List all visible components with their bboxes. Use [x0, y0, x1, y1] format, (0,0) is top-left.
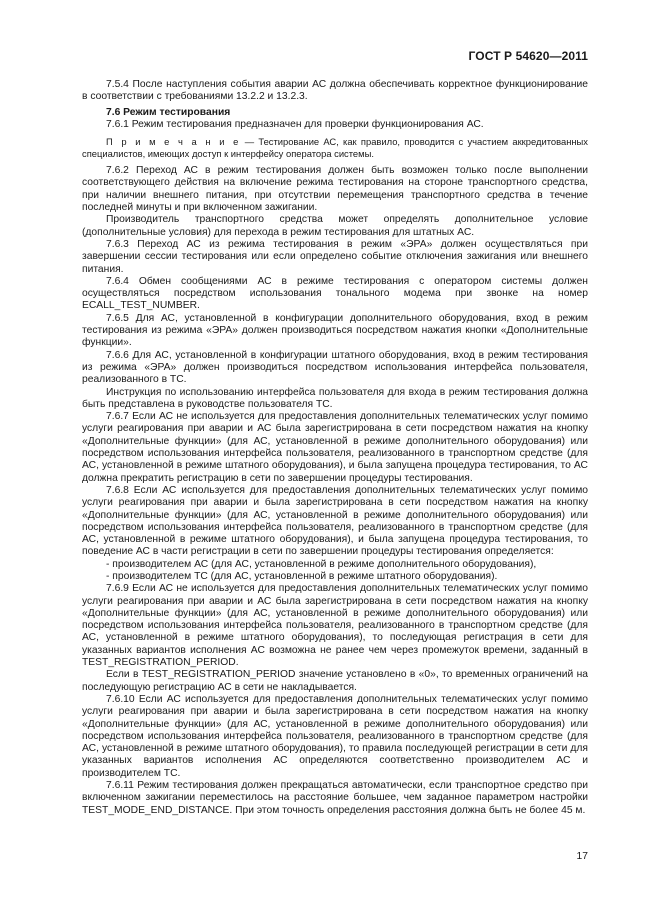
clause-7-6-9: 7.6.9 Если АС не используется для предоставления дополнительных телематических услуг помимо услуги реагирования при аварии и АС была зарегистрирована в сети посредством нажатия на кнопку «Дополнительные функции» (для АС, установленной в режиме дополнительного оборудования) или посредством использования интерфейса пользователя, реализованного в транспортном средстве (для АС, установленной в режиме штатного оборудования), то последующая регистрация в сети для указанных вариантов исполнения АС возможна не ранее чем через промежуток времени, заданный в TEST_REGISTRATION_PERIOD.: [82, 583, 588, 669]
note-text: — Тестирование АС, как правило, проводится с участием аккредитованных специалистов, имеющих доступ к интерфейсу оператора системы.: [82, 136, 588, 159]
clause-7-6-1: 7.6.1 Режим тестирования предназначен для проверки функционирования АС.: [106, 118, 484, 130]
document-body: [82, 79, 588, 817]
note: [82, 136, 588, 159]
clause-7-6-10: 7.6.10 Если АС используется для предоставления дополнительных телематических услуг помимо услуги реагирования при аварии и была зарегистрирована в сети посредством нажатия на кнопку «Дополнительные функции» (для АС, установленной в режиме дополнительного оборудования) или посредством использования интерфейса пользователя, реализованного в транспортном средстве (для АС, установленной в режиме штатного оборудования), то правила последующей регистрации в сети для указанных вариантов исполнения АС определяются соответственно производителем АС и производителем ТС.: [82, 693, 588, 779]
clause-7-6-8-item-b: - производителем ТС (для АС, установленной в режиме штатного оборудования).: [106, 570, 498, 582]
clause-7-6-7: 7.6.7 Если АС не используется для предоставления дополнительных телематических услуг помимо услуги реагирования при аварии и АС была зарегистрирована в сети посредством нажатия на кнопку «Дополнительные функции» (для АС, установленной в режиме дополнительного оборудования) или посредством использования интерфейса пользователя, реализованного в транспортном средстве (для АС, установленной в режиме штатного оборудования), и была запущена процедура тестирования, то АС должна прекратить регистрацию в сети по завершении процедуры тестирования.: [82, 411, 588, 484]
clause-7-5-4: 7.5.4 После наступления события аварии АС должна обеспечивать корректное функционирование в соответствии с требованиями 13.2.2 и 13.2.3.: [82, 79, 588, 103]
clause-7-6-6: 7.6.6 Для АС, установленной в конфигурации штатного оборудования, вход в режим тестирования из режима «ЭРА» должен производиться посредством использования интерфейса пользователя, реализованного в ТС.: [82, 349, 588, 386]
clause-7-6-2: 7.6.2 Переход АС в режим тестирования должен быть возможен только после выполнении соответствующего действия на включение режима тестирования на стороне транспортного средства, при наличии внешнего питания, при отсутствии перемещения транспортного средства в течение последней минуты и при включенном зажигании.: [82, 165, 588, 214]
page-number: 17: [576, 851, 588, 862]
clause-7-6-8-item-a: - производителем АС (для АС, установленной в режиме дополнительного оборудования),: [106, 558, 537, 570]
clause-7-6-4: 7.6.4 Обмен сообщениями АС в режиме тестирования с оператором системы должен осуществляться посредством использования тонального модема при звонке на номер ECALL_TEST_NUMBER.: [82, 275, 588, 312]
clause-7-6-6-continuation: Инструкция по использованию интерфейса пользователя для входа в режим тестирования должна быть представлена в руководстве пользователя ТС.: [82, 386, 588, 410]
clause-7-6-11: 7.6.11 Режим тестирования должен прекращаться автоматически, если транспортное средство при включенном зажигании переместилось на расстояние большее, чем заданное параметром настройки TEST_MODE_END_DISTANCE. При этом точность определения расстояния должна быть не более 45 м.: [82, 780, 588, 816]
clause-7-6-8: 7.6.8 Если АС используется для предоставления дополнительных телематических услуг помимо услуги реагирования при аварии и была зарегистрирована в сети посредством нажатия на кнопку «Дополнительные функции» (для АС, установленной в режиме дополнительного оборудования) или посредством использования интерфейса пользователя, реализованного в транспортном средстве (для АС, установленной в режиме штатного оборудования), и была запущена процедура тестирования, то поведение АС в части регистрации в сети по завершении процедуры тестирования определяется:: [82, 484, 588, 558]
note-label: П р и м е ч а н и е: [106, 136, 241, 148]
clause-7-6-2-continuation: Производитель транспортного средства может определять дополнительное условие (дополнительные условия) для перехода в режим тестирования для штатных АС.: [82, 214, 588, 238]
clause-7-6-3: 7.6.3 Переход АС из режима тестирования в режим «ЭРА» должен осуществляться при завершении сессии тестирования или если определено событие отключения зажигания или внешнего питания.: [82, 238, 588, 275]
document-id-header: ГОСТ Р 54620—2011: [468, 49, 588, 63]
section-heading-7-6: 7.6 Режим тестирования: [106, 106, 231, 118]
clause-7-6-5: 7.6.5 Для АС, установленной в конфигурации дополнительного оборудования, вход в режим тестирования из режима «ЭРА» должен производиться посредством нажатия кнопки «Дополнительные функции».: [82, 312, 588, 349]
clause-7-6-9-continuation: Если в TEST_REGISTRATION_PERIOD значение установлено в «0», то временных ограничений на последующую регистрацию АС в сети не накладывается.: [82, 669, 588, 693]
